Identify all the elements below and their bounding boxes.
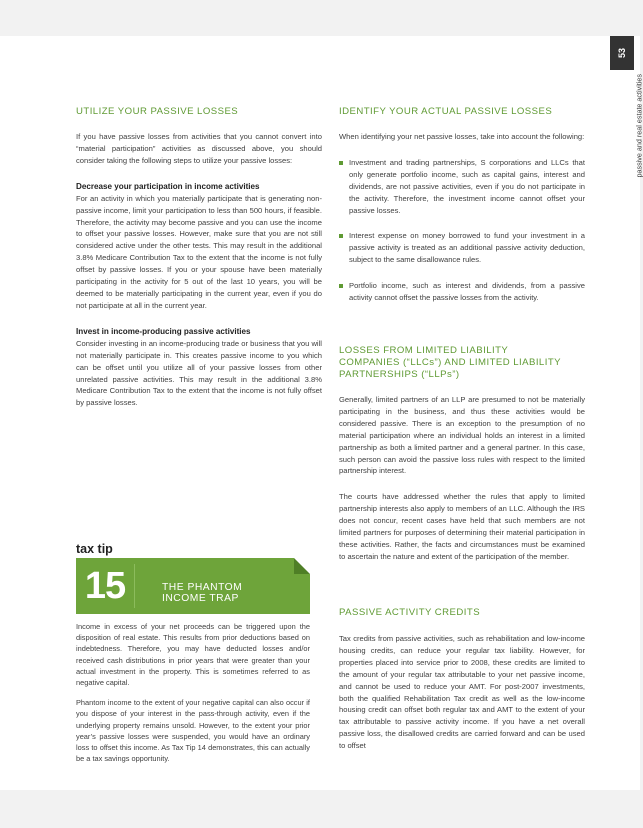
folded-corner-icon <box>294 558 310 574</box>
tax-tip-body <box>76 621 310 775</box>
llc-para1: Generally, limited partners of an LLP are presumed to not be materially participating in the business, and thus these activities would be considered passive. There is an exception to the presumption of no material participation where an individual holds an interest in a limited partnership as both a limited partner and a general partner. In this case, such person can avoid the passive loss rules with respect to the limited partnership interest. <box>339 395 585 476</box>
left-intro: If you have passive losses from activities that you cannot convert into “material participation” activities as discussed above, you should consider taking the following steps to utilize your passive losses: <box>76 132 322 165</box>
tax-tip-title <box>162 582 242 604</box>
llc-section <box>339 394 585 574</box>
tax-tip-divider <box>134 564 135 608</box>
tax-tip-number: 15 <box>76 558 134 614</box>
page-number: 53 <box>616 47 627 59</box>
right-intro: When identifying your net passive losses, take into account the following: <box>339 132 585 141</box>
credits-para: Tax credits from passive activities, such as rehabilitation and low-income housing credits, can reduce your regular tax liability. However, for properties placed into service prior to 2008, these credits are limited to the amount of your regular tax attributable to your net passive income, and cannot be used to reduce your AMT. For post-2007 investments, both the qualified Rehabilitation Tax credit as well as the low-income housing credit can offset both regular tax and AMT to the extent of your tax attributable to passive activity income. If you have a net overall passive loss, the disallowed credits are carried forward and can be used to offset <box>339 634 585 751</box>
passive-loss-bullet-list <box>339 157 585 304</box>
credits-section <box>339 633 585 763</box>
tax-tip-title-line2: INCOME TRAP <box>162 593 239 604</box>
list-item: Portfolio income, such as interest and dividends, from a passive activity cannot offset the passive losses from the activity. <box>339 280 585 304</box>
tax-tip-para1: Income in excess of your net proceeds can be triggered upon the disposition of real estate. This results from prior deductions based on indebtedness. Therefore, you may have deducted losses and/or received cash distributions in prior years that were greater than your actual investment in the property. This is sometimes referred to as negative capital. <box>76 622 310 688</box>
tax-tip-title-line1: THE PHANTOM <box>162 582 243 593</box>
heading-identify-passive-losses: IDENTIFY YOUR ACTUAL PASSIVE LOSSES <box>339 106 553 117</box>
heading-passive-activity-credits: PASSIVE ACTIVITY CREDITS <box>339 607 481 618</box>
left-column <box>76 131 322 420</box>
subheading-decrease-participation: Decrease your participation in income activities <box>76 181 260 191</box>
section-side-label <box>622 74 643 184</box>
decrease-participation-text: For an activity in which you materially participate that is generating non-passive income, limit your participation to less than 500 hours, if feasible. Therefore, the activity may become passive and you can use the income to offset your passive losses. However, make sure that you are not still considered active under the other tests. This may result in the additional 3.8% Medicare Contribution Tax to the extent that the income is not fully offset by passive losses. If you or your spouse have been materially participating in the activity for 5 out of the last 10 years, you will be deemed to be materially participating in the current year, even if you do not participate at all in the current year. <box>76 193 322 310</box>
heading-llc-llp-losses <box>339 345 561 381</box>
tax-tip-para2: Phantom income to the extent of your negative capital can also occur if you dispose of your interest in the pass-through activity, even if the underlying property remains unsold. However, to the extent your prior year’s passive losses were suspended, you would have an ordinary loss to offset this income. As Tax Tip 14 demonstrates, this can actually be a tax savings opportunity. <box>76 698 310 764</box>
page-number-tab <box>610 36 634 70</box>
right-column <box>339 131 585 315</box>
heading-utilize-passive-losses: UTILIZE YOUR PASSIVE LOSSES <box>76 106 239 117</box>
list-item: Investment and trading partnerships, S corporations and LLCs that only generate portfolio income, such as capital gains, interest and dividends, are not passive activities, even if you do not participate in the activity. Therefore, the investment income cannot offset your passive losses. <box>339 157 585 217</box>
heading-llc-line2: COMPANIES (“LLCs”) AND LIMITED LIABILITY <box>339 357 561 368</box>
tax-tip-banner <box>76 558 310 614</box>
list-item: Interest expense on money borrowed to fund your investment in a passive activity is treated as an additional passive activity deduction, subject to the same disallowance rules. <box>339 230 585 266</box>
heading-llc-line1: LOSSES FROM LIMITED LIABILITY <box>339 345 509 356</box>
invest-passive-text: Consider investing in an income-producing trade or business that you will not materially participate in. This creates passive income to you which can be offset until you utilize all of your passive losses from other unrelated passive activities. This may result in the additional 3.8% Medicare Contribution Tax to the extent that the income is not fully offset by passive losses. <box>76 338 322 408</box>
section-side-label-text: passive and real estate activities <box>634 74 643 178</box>
subheading-invest-passive: Invest in income-producing passive activities <box>76 326 251 336</box>
tax-tip-label: tax tip <box>76 542 113 556</box>
llc-para2: The courts have addressed whether the rules that apply to limited partnership interests also apply to members of an LLC. Although the IRS does not concur, recent cases have held that such members are not limited partners for purposes of determining their material participation in these activities. Rather, the facts and circumstances must be examined to ascertain the nature and extent of the participation of the member. <box>339 492 585 561</box>
heading-llc-line3: PARTNERSHIPS (“LLPs”) <box>339 369 460 380</box>
